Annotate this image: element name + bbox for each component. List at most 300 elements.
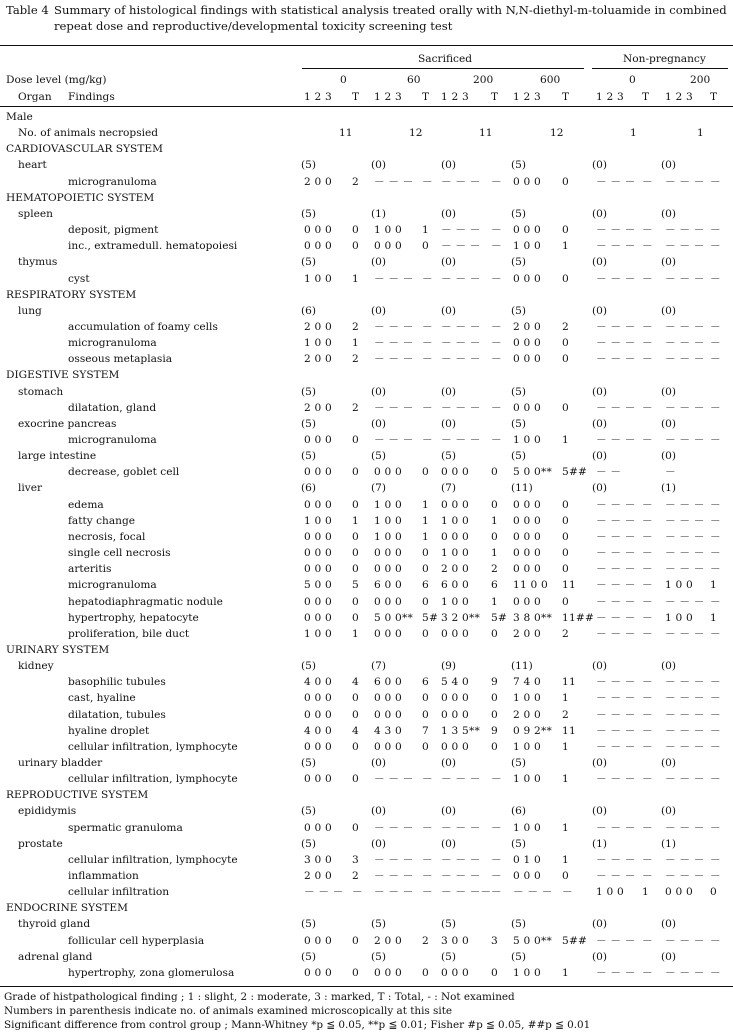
grade-values: 0 0 0 [441,466,469,478]
dose-label: Dose level (mg/kg) [6,74,107,86]
organ-name: adrenal gland [18,951,93,963]
grade-values: 11 0 0 [513,579,548,591]
finding-name: cast, hyaline [68,692,136,704]
total-value: 6 [491,579,498,591]
necropsied-count: 12 [409,127,423,139]
necropsied-count: 1 [697,127,704,139]
total-value: 1 [562,240,569,252]
grade-values: 2 0 0 [304,353,332,365]
finding-name: arteritis [68,563,112,575]
total-value: 0 [352,709,359,721]
total-value: 0 [562,531,569,543]
total-value: 0 [562,870,569,882]
total-value: 0 [352,499,359,511]
grade-head: 1 2 3 [513,91,541,103]
total-value: － [710,676,721,688]
total-value: － [491,321,502,333]
examined-count: (9) [441,660,457,672]
total-value: － [642,224,653,236]
total-value: 2 [562,709,569,721]
examined-count: (0) [592,660,608,672]
examined-count: (0) [661,805,677,817]
total-value: － [422,176,433,188]
total-value: － [642,725,653,737]
necropsied-count: 11 [339,127,353,139]
grade-values: － [665,466,676,478]
grade-values: － － － [596,628,636,640]
total-value: － [710,531,721,543]
finding-name: basophilic tubules [68,676,166,688]
grade-values: － － － [665,596,705,608]
total-value: － [642,676,653,688]
organ-name: kidney [18,660,54,672]
total-value: 0 [422,547,429,559]
total-value: － [491,176,502,188]
total-value: － [642,515,653,527]
total-value: 0 [562,176,569,188]
total-value: 1 [562,741,569,753]
examined-count: (0) [371,838,387,850]
examined-count: (5) [301,159,317,171]
finding-name: cellular infiltration, lymphocyte [68,773,238,785]
grade-values: 1 0 0 [513,822,541,834]
total-value: － [710,967,721,979]
grade-values: － － － [596,563,636,575]
grade-values: － － － [665,434,705,446]
finding-name: microgranuloma [68,579,157,591]
examined-count: (5) [511,159,527,171]
total-value: 0 [352,773,359,785]
grade-values: 0 0 0 [304,563,332,575]
total-value: 2 [352,870,359,882]
examined-count: (0) [592,757,608,769]
total-value: 11 [562,676,576,688]
finding-name: necrosis, focal [68,531,146,543]
total-value: － [710,176,721,188]
total-head: T [710,91,718,103]
total-value: － [710,547,721,559]
examined-count: (0) [441,805,457,817]
grade-values: － － － [374,353,414,365]
grade-head: 1 2 3 [374,91,402,103]
total-value: － [710,515,721,527]
examined-count: (7) [371,482,387,494]
footnote-parenthesis: Numbers in parenthesis indicate no. of animals examined microscopically at this site [4,1005,453,1017]
total-value: 1 [710,612,717,624]
grade-values: 0 0 0 [374,240,402,252]
examined-count: (6) [511,805,527,817]
grade-values: 1 0 0 [374,531,402,543]
finding-name: microgranuloma [68,176,157,188]
examined-count: (5) [371,918,387,930]
grade-values: － － － [374,773,414,785]
finding-name: fatty change [68,515,136,527]
total-value: 0 [491,692,498,704]
total-value: 1 [352,628,359,640]
examined-count: (5) [371,450,387,462]
examined-count: (11) [511,660,533,672]
total-value: － [710,854,721,866]
finding-name: spermatic granuloma [68,822,183,834]
examined-count: (0) [441,838,457,850]
grade-values: － － － [665,531,705,543]
finding-name: proliferation, bile duct [68,628,190,640]
grade-values: 2 0 0 [304,870,332,882]
organ-name: thyroid gland [18,918,91,930]
grade-values: － － － [596,240,636,252]
grade-values: － － － [441,321,481,333]
grade-values: － － － [596,176,636,188]
total-value: 2 [352,402,359,414]
grade-values: － － － [596,676,636,688]
examined-count: (5) [301,660,317,672]
grade-values: 5 4 0 [441,676,469,688]
grade-values: 0 0 0 [304,531,332,543]
grade-values: 1 0 0 [665,612,693,624]
grade-values: － － － [374,886,414,898]
finding-name: single cell necrosis [68,547,171,559]
total-value: 0 [491,466,498,478]
total-value: － [710,822,721,834]
grade-values: 1 0 0 [513,240,541,252]
grade-values: － － － [665,854,705,866]
total-value: － [422,773,433,785]
grade-values: 2 0 0 [304,176,332,188]
grade-values: 2 0 0 [513,709,541,721]
total-value: 0 [422,741,429,753]
examined-count: (0) [441,159,457,171]
examined-count: (0) [371,386,387,398]
total-value: 5 [352,579,359,591]
examined-count: (5) [301,386,317,398]
total-value: 0 [352,822,359,834]
total-value: 1 [352,515,359,527]
bottom-rule [0,986,733,987]
grade-values: 0 0 0 [304,692,332,704]
grade-values: 1 0 0 [374,499,402,511]
grade-values: 0 0 0 [513,499,541,511]
grade-values: 1 0 0 [596,886,624,898]
grade-values: 0 0 0 [304,709,332,721]
table-footnotes [4,990,590,1032]
grade-values: － － － [596,725,636,737]
grade-values: 6 0 0 [374,579,402,591]
grade-values: 0 0 0 [441,628,469,640]
grade-values: － － － [596,515,636,527]
grade-values: － － － [374,176,414,188]
grade-values: － － － [665,337,705,349]
total-value: 0 [352,967,359,979]
total-value: 1 [422,224,429,236]
grade-values: 0 0 0 [374,563,402,575]
grade-values: 7 4 0 [513,676,541,688]
organ-name: prostate [18,838,63,850]
total-value: 0 [352,224,359,236]
total-value: 0 [562,515,569,527]
examined-count: (6) [301,305,317,317]
total-value: － [562,886,573,898]
total-value: 0 [352,741,359,753]
total-value: － [710,596,721,608]
finding-name: hyaline droplet [68,725,150,737]
total-value: － [642,854,653,866]
grade-values: － － － [665,676,705,688]
grade-values: 0 0 0 [513,563,541,575]
total-value: － [642,273,653,285]
total-value: 0 [352,563,359,575]
total-value: － [642,579,653,591]
total-value: 2 [562,321,569,333]
grade-values: － － － [441,434,481,446]
examined-count: (7) [441,482,457,494]
grade-values: － － － [596,531,636,543]
grade-values: 5 0 0** [513,935,552,947]
grade-values: － － － [596,547,636,559]
finding-name: dilatation, tubules [68,709,166,721]
total-head: T [562,91,570,103]
grade-values: 0 0 0 [304,773,332,785]
grade-values: 0 0 0 [304,967,332,979]
total-value: － [642,176,653,188]
examined-count: (0) [661,208,677,220]
total-value: 0 [352,434,359,446]
organ-label: Organ [18,91,52,103]
grade-values: 0 0 0 [441,499,469,511]
total-head: T [422,91,430,103]
grade-values: 0 0 0 [374,692,402,704]
total-value: 1 [422,531,429,543]
examined-count: (0) [371,305,387,317]
examined-count: (0) [592,386,608,398]
necropsied-count: 1 [630,127,637,139]
total-value: － [710,337,721,349]
examined-count: (0) [592,159,608,171]
grade-values: 2 0 0 [304,321,332,333]
necropsied-label: No. of animals necropsied [18,127,159,139]
grade-values: － － － [596,579,636,591]
grade-values: 5 0 0** [513,466,552,478]
grade-values: 0 0 0 [513,596,541,608]
total-value: 1 [642,886,649,898]
examined-count: (1) [592,838,608,850]
examined-count: (0) [661,418,677,430]
grade-values: 2 0 0 [304,402,332,414]
examined-count: (0) [661,386,677,398]
total-value: 0 [422,563,429,575]
examined-count: (5) [441,951,457,963]
organ-name: lung [18,305,42,317]
total-value: － [422,273,433,285]
examined-count: (5) [511,208,527,220]
grade-values: 1 0 0 [304,628,332,640]
grade-values: 0 1 0 [513,854,541,866]
grade-values: － － － [596,773,636,785]
total-value: 2 [491,563,498,575]
grade-values: 0 0 0 [304,596,332,608]
examined-count: (5) [301,805,317,817]
examined-count: (0) [592,305,608,317]
grade-values: － － － [374,822,414,834]
grade-values: － － － [665,628,705,640]
total-value: － [422,434,433,446]
total-value: － [642,240,653,252]
dose-np-200: 200 [690,74,711,86]
total-value: 0 [710,886,717,898]
grade-values: 0 9 2** [513,725,552,737]
total-value: 11 [562,725,576,737]
grade-values: － － － [596,499,636,511]
total-value: 0 [422,628,429,640]
total-value: 0 [352,240,359,252]
total-value: － [710,725,721,737]
grade-values: 3 0 0 [304,854,332,866]
organ-name: stomach [18,386,64,398]
total-value: 0 [562,273,569,285]
total-value: － [710,321,721,333]
total-value: 1 [562,822,569,834]
findings-label: Findings [68,91,115,103]
total-value: 1 [710,579,717,591]
grade-values: 0 0 0 [513,176,541,188]
total-value: 0 [352,466,359,478]
examined-count: (0) [661,305,677,317]
total-value: － [642,741,653,753]
grade-values: － － － [441,870,481,882]
finding-name: microgranuloma [68,337,157,349]
grade-values: 0 0 0 [304,499,332,511]
grade-values: － － － [665,725,705,737]
grade-values: － － － [374,854,414,866]
grade-values: 6 0 0 [441,579,469,591]
finding-name: cyst [68,273,90,285]
total-value: － [710,224,721,236]
grade-values: － － － [441,822,481,834]
total-value: － [642,531,653,543]
grade-values: － － － [441,402,481,414]
examined-count: (0) [592,418,608,430]
total-value: 0 [352,612,359,624]
grade-values: 2 0 0 [441,563,469,575]
grade-values: 4 0 0 [304,725,332,737]
examined-count: (0) [661,159,677,171]
grade-values: 3 8 0** [513,612,552,624]
total-value: 0 [562,353,569,365]
grade-values: 0 0 0 [665,886,693,898]
grade-values: － － － [596,822,636,834]
grade-values: 0 0 0 [513,515,541,527]
grade-values: － － － [596,935,636,947]
organ-name: exocrine pancreas [18,418,117,430]
grade-values: 0 0 0 [304,240,332,252]
necropsied-count: 12 [550,127,564,139]
grade-values: 2 0 0 [374,935,402,947]
grade-values: 0 0 0 [513,870,541,882]
total-value: 6 [422,676,429,688]
total-value: － [642,596,653,608]
finding-name: hypertrophy, zona glomerulosa [68,967,235,979]
organ-name: large intestine [18,450,97,462]
grade-values: 0 0 0 [513,224,541,236]
finding-name: dilatation, gland [68,402,157,414]
dose-60: 60 [407,74,421,86]
total-value: 4 [352,725,359,737]
examined-count: (0) [592,450,608,462]
grade-values: 0 0 0 [304,612,332,624]
grade-values: 0 0 0 [374,628,402,640]
examined-count: (0) [371,256,387,268]
total-value: 5# [491,612,508,624]
total-value: 7 [422,725,429,737]
grade-values: － － － [596,273,636,285]
examined-count: (6) [301,482,317,494]
total-value: － [710,240,721,252]
total-value: 0 [562,547,569,559]
total-value: 5## [562,935,588,947]
grade-values: 1 0 0 [441,515,469,527]
grade-values: － － － [665,499,705,511]
finding-name: inflammation [68,870,139,882]
grade-values: 1 0 0 [304,337,332,349]
total-value: － [491,886,502,898]
examined-count: (0) [441,305,457,317]
grade-values: 1 0 0 [374,515,402,527]
grade-values: 0 0 0 [441,531,469,543]
grade-values: － － － [665,353,705,365]
total-value: 0 [422,240,429,252]
grade-values: － － － [665,176,705,188]
grade-values: 0 0 0 [513,547,541,559]
total-value: 1 [562,692,569,704]
grade-values: － － － [665,967,705,979]
total-value: － [642,822,653,834]
grade-values: 5 0 0 [304,579,332,591]
grade-values: － － － [665,321,705,333]
table-title: Summary of histological findings with statistical analysis treated orally with N,N-diethyl-m-toluamide in combined repeat dose and reproductive/developmental toxicity screening test [54,3,727,33]
total-value: 1 [352,337,359,349]
necropsied-count: 11 [479,127,493,139]
total-value: － [710,499,721,511]
total-value: － [642,499,653,511]
grade-values: 2 0 0 [513,321,541,333]
total-value: 0 [352,935,359,947]
total-value: － [710,273,721,285]
organ-name: spleen [18,208,53,220]
dose-600: 600 [540,74,561,86]
examined-count: (0) [661,918,677,930]
grade-values: 0 0 0 [304,935,332,947]
finding-name: microgranuloma [68,434,157,446]
grade-values: － － － [441,854,481,866]
examined-count: (5) [301,256,317,268]
grade-values: 3 2 0** [441,612,480,624]
grade-values: 0 0 0 [304,741,332,753]
grade-values: 0 0 0 [374,466,402,478]
examined-count: (5) [511,386,527,398]
grade-values: 6 0 0 [374,676,402,688]
grade-values: 1 3 5** [441,725,480,737]
examined-count: (5) [301,951,317,963]
examined-count: (0) [441,757,457,769]
dose-0: 0 [340,74,347,86]
total-value: － [642,337,653,349]
total-value: 1 [491,547,498,559]
total-value: 0 [491,628,498,640]
grade-values: － － － [304,886,344,898]
total-value: － [491,402,502,414]
total-value: 2 [352,321,359,333]
grade-values: － － － [665,935,705,947]
examined-count: (0) [592,918,608,930]
